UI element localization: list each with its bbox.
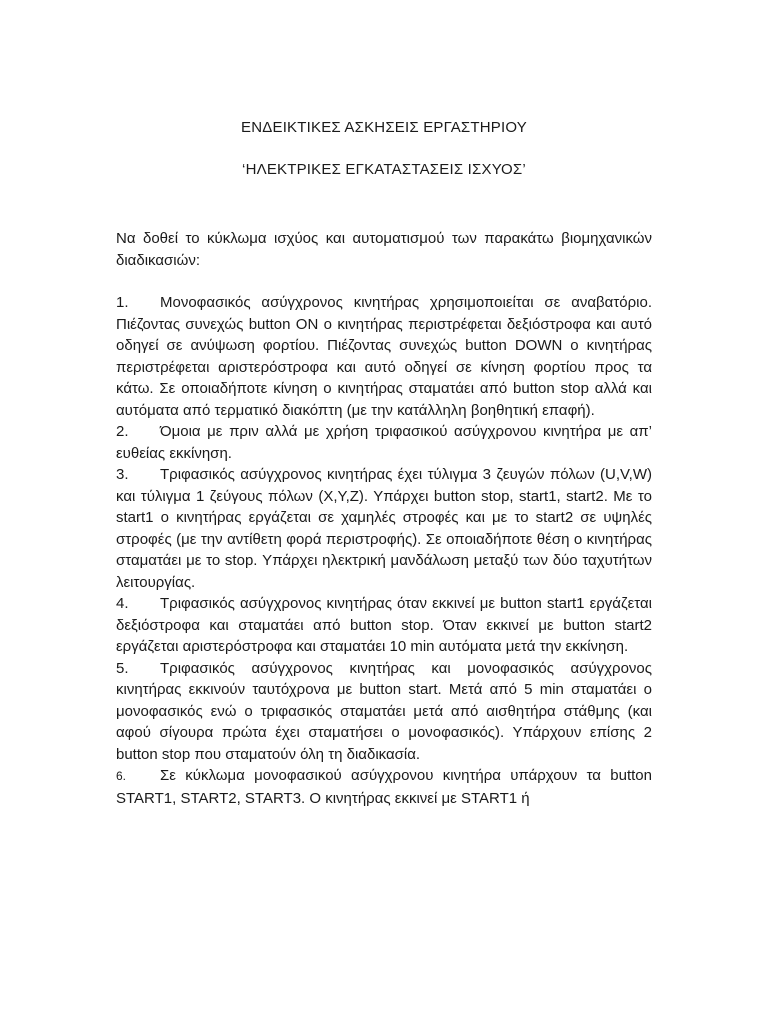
document-title-line1: ΕΝΔΕΙΚΤΙΚΕΣ ΑΣΚΗΣΕΙΣ ΕΡΓΑΣΤΗΡΙΟΥ	[241, 119, 527, 136]
list-item-number: 4.	[116, 595, 129, 612]
list-item-text: Μονοφασικός ασύγχρονος κινητήρας χρησιμοποιείται σε αναβατόριο. Πιέζοντας συνεχώς button ON ο κινητήρας περιστρέφεται δεξιόστροφα και αυτό οδηγεί σε ανύψωση φορτίου. Πιέζοντας συνεχώς button DOWN ο κινητήρας περιστρέφεται αριστερόστροφα και αυτό οδηγεί σε κίνηση φορτίου προς τα κάτω. Σε οποιαδήποτε κίνηση ο κινητήρας σταματάει από button stop αλλά και αυτόματα από τερματικό διακόπτη (με την κατάλληλη βοηθητική επαφή).	[116, 294, 652, 419]
list-item-5	[116, 658, 652, 766]
list-item-1	[116, 292, 652, 421]
list-item-text: Τριφασικός ασύγχρονος κινητήρας και μονοφασικός ασύγχρονος κινητήρας εκκινούν ταυτόχρονα με button start. Μετά από 5 min σταματάει ο μονοφασικός ενώ ο τριφασικός σταματάει μετά από αισθητήρα στάθμης (και αφού σίγουρα πρώτα έχει σταματήσει ο μονοφασικός). Υπάρχουν επίσης 2 button stop που σταματούν όλη τη διαδικασία.	[116, 659, 652, 763]
list-item-number: 1.	[116, 294, 129, 311]
list-item-3	[116, 464, 652, 593]
list-item-number: 2.	[116, 423, 129, 440]
document-title-line2: ‘ΗΛΕΚΤΡΙΚΕΣ ΕΓΚΑΤΑΣΤΑΣΕΙΣ ΙΣΧΥΟΣ’	[242, 161, 526, 178]
list-item-text: Σε κύκλωμα μονοφασικού ασύγχρονου κινητήρα υπάρχουν τα button START1, START2, START3. Ο κινητήρας εκκινεί με START1 ή	[116, 767, 652, 807]
list-item-text: Τριφασικός ασύγχρονος κινητήρας όταν εκκινεί με button start1 εργάζεται δεξιόστροφα και σταματάει από button stop. Όταν εκκινεί με button start2 εργάζεται αριστερόστροφα και σταματάει 10 min αυτόματα μετά την εκκίνηση.	[116, 595, 652, 655]
list-item-2	[116, 421, 652, 464]
list-item-4	[116, 593, 652, 658]
list-item-text: Τριφασικός ασύγχρονος κινητήρας έχει τύλιγμα 3 ζευγών πόλων (U,V,W) και τύλιγμα 1 ζεύγους πόλων (X,Y,Z). Υπάρχει button stop, start1, start2. Με το start1 ο κινητήρας εργάζεται σε χαμηλές στροφές και με το start2 σε υψηλές στροφές (με την αντίθετη φορά περιστροφής). Σε οποιαδήποτε θέση ο κινητήρας σταματάει με το stop. Υπάρχει ηλεκτρική μανδάλωση μεταξύ των δύο ταχυτήτων λειτουργίας.	[116, 466, 652, 591]
list-item-number: 6.	[116, 769, 127, 783]
document-body	[116, 228, 652, 809]
list-item-number: 3.	[116, 466, 129, 483]
list-item-number: 5.	[116, 659, 129, 677]
intro-paragraph: Να δοθεί το κύκλωμα ισχύος και αυτοματισμού των παρακάτω βιομηχανικών διαδικασιών:	[116, 230, 652, 269]
list-item-6	[116, 765, 652, 809]
list-item-text: Όμοια με πριν αλλά με χρήση τριφασικού ασύγχρονου κινητήρα με απ’ ευθείας εκκίνηση.	[116, 423, 652, 462]
